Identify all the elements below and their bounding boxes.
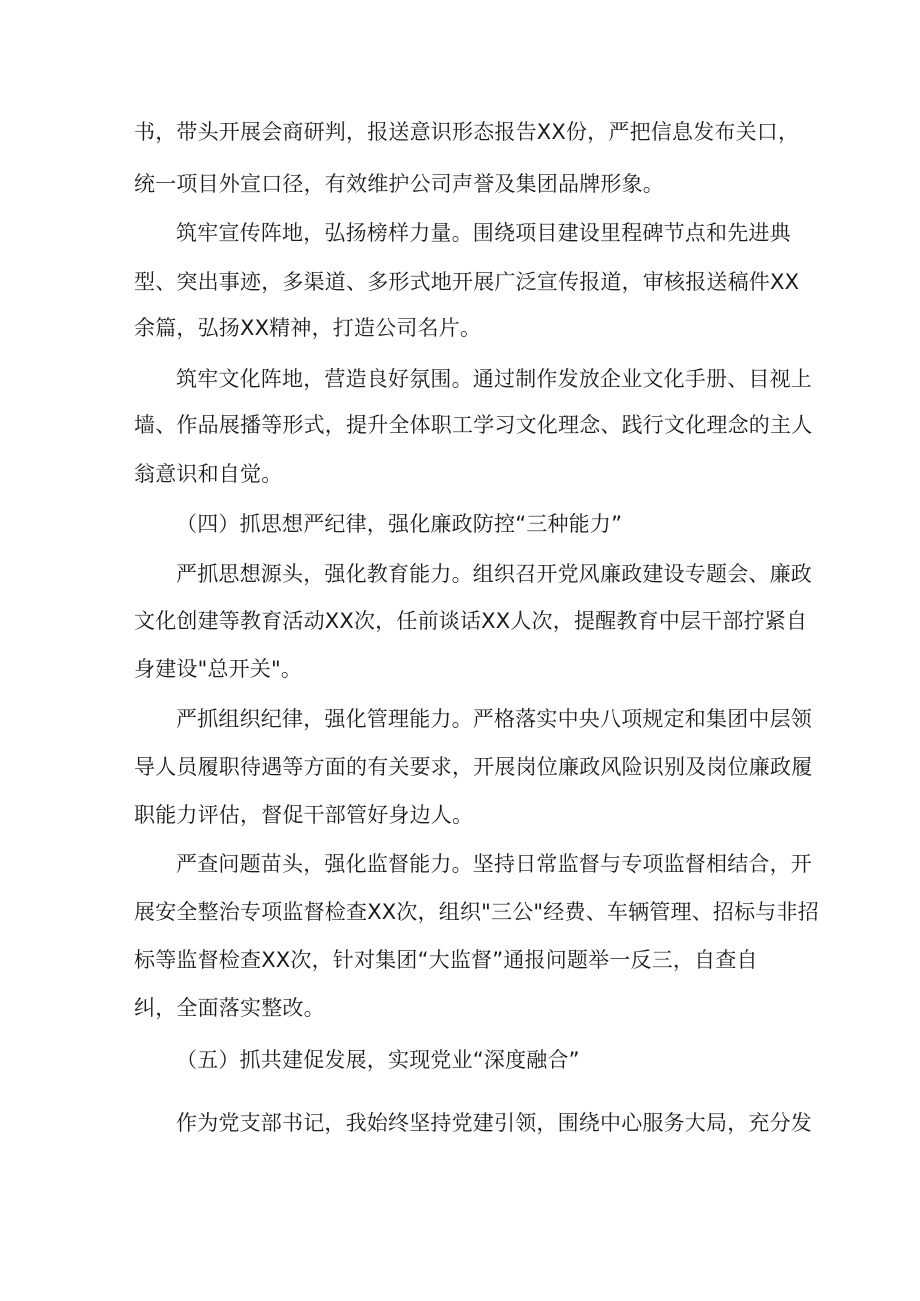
text-line: 余篇，弘扬XX精神，打造公司名片。	[134, 316, 482, 340]
text-line: 墙、作品展播等形式，提升全体职工学习文化理念、践行文化理念的主人	[134, 413, 813, 437]
text-line: 统一项目外宣口径，有效维护公司声誉及集团品牌形象。	[134, 172, 664, 196]
text-line: 纠，全面落实整改。	[134, 996, 325, 1020]
section-heading: （五）抓共建促发展，实现党业“深度融合”	[176, 1048, 580, 1072]
text-line: 严抓思想源头，强化教育能力。组织召开党风廉政建设专题会、廉政	[176, 562, 812, 586]
text-line: 标等监督检查XX次，针对集团“大监督”通报问题举一反三，自查自	[134, 948, 758, 972]
text-line: 导人员履职待遇等方面的有关要求，开展岗位廉政风险识别及岗位廉政履	[134, 755, 813, 779]
text-line: 严查问题苗头，强化监督能力。坚持日常监督与专项监督相结合，开	[176, 852, 812, 876]
text-line: 翁意识和自觉。	[134, 462, 283, 486]
section-heading: （四）抓思想严纪律，强化廉政防控“三种能力”	[176, 512, 623, 536]
text-line: 筑牢文化阵地，营造良好氛围。通过制作发放企业文化手册、目视上	[176, 367, 812, 391]
text-line: 展安全整治专项监督检查XX次，组织"三公"经费、车辆管理、招标与非招	[134, 900, 819, 924]
text-line: 文化创建等教育活动XX次，任前谈话XX人次，提醒教育中层干部拧紧自	[134, 609, 808, 633]
text-line: 筑牢宣传阵地，弘扬榜样力量。围绕项目建设里程碑节点和先进典	[176, 221, 791, 245]
text-line: 型、突出事迹，多渠道、多形式地开展广泛宣传报道，审核报送稿件XX	[134, 270, 800, 294]
text-line: 书，带头开展会商研判，报送意识形态报告XX份，严把信息发布关口，	[134, 120, 800, 144]
text-line: 作为党支部书记，我始终坚持党建引领，围绕中心服务大局，充分发	[176, 1111, 812, 1135]
text-line: 身建设"总开关"。	[134, 657, 303, 681]
text-line: 职能力评估，督促干部管好身边人。	[134, 803, 474, 827]
text-line: 严抓组织纪律，强化管理能力。严格落实中央八项规定和集团中层领	[176, 707, 812, 731]
